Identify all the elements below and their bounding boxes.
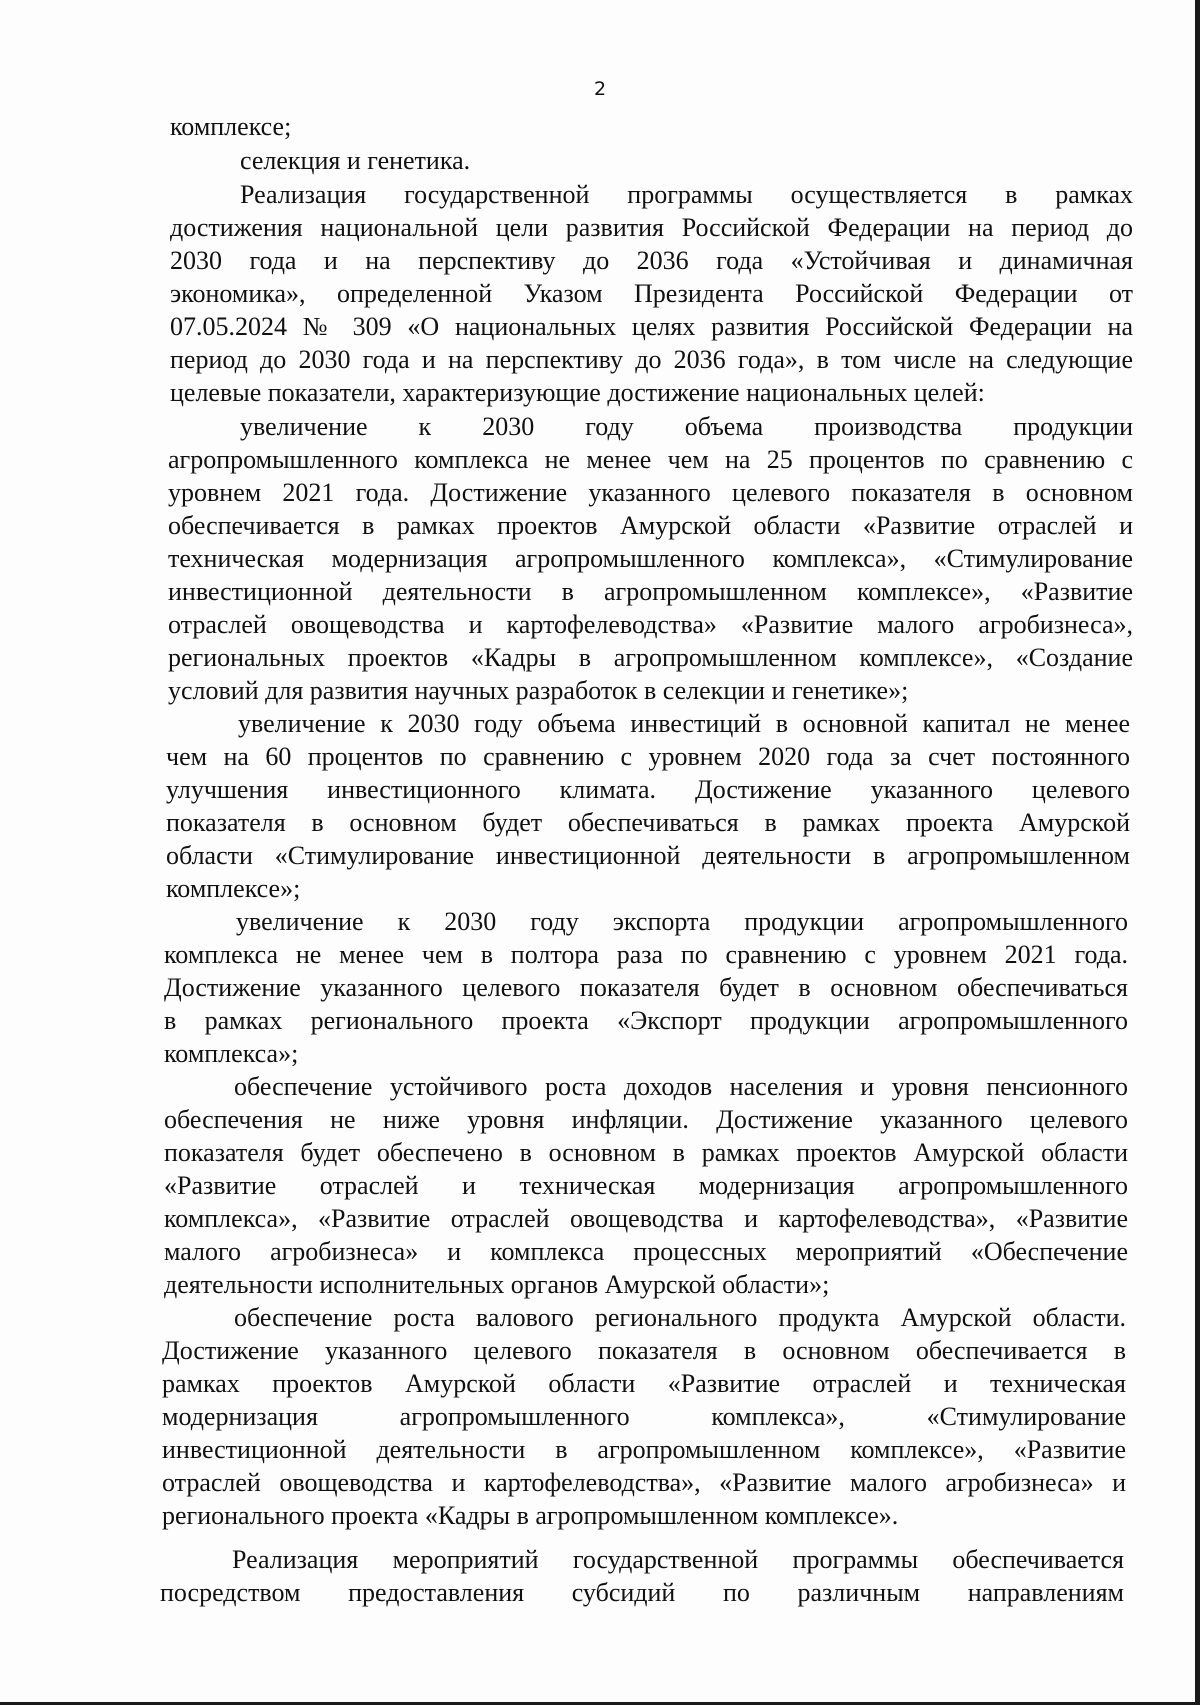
text-line: комплексе; [170,112,292,141]
text-line: комплекса не менее чем в полтора раза по сравнению с уровнем 2021 года. [164,940,1128,969]
text-line: улучшения инвестиционного климата. Достижение указанного целевого [166,775,1130,804]
text-line: Достижение указанного целевого показателя в основном обеспечивается в [162,1336,1126,1365]
scan-edge-right [1195,0,1200,1705]
text-line: региональных проектов «Кадры в агропромышленном комплексе», «Создание [168,643,1133,672]
text-line: показателя в основном будет обеспечиваться в рамках проекта Амурской [166,808,1130,837]
text-line: период до 2030 года и на перспективу до 2036 года», в том числе на следующие [170,345,1133,374]
text-line: увеличение к 2030 году объема инвестиций в основной капитал не менее [238,709,1130,738]
text-line: селекция и генетика. [240,146,471,175]
text-line: Реализация мероприятий государственной программы обеспечивается [232,1545,1124,1574]
text-line: регионального проекта «Кадры в агропромышленном комплексе». [162,1501,899,1530]
text-line: посредством предоставления субсидий по различным направлениям [160,1578,1124,1607]
text-line: отраслей овощеводства и картофелеводства» «Развитие малого агробизнеса», [168,610,1133,639]
text-line: уровнем 2021 года. Достижение указанного целевого показателя в основном [168,478,1133,507]
text-line: агропромышленного комплекса не менее чем на 25 процентов по сравнению с [168,445,1133,474]
text-line: деятельности исполнительных органов Амурской области»; [164,1270,830,1299]
text-line: инвестиционной деятельности в агропромышленном комплексе», «Развитие [168,577,1133,606]
text-line: техническая модернизация агропромышленного комплекса», «Стимулирование [168,544,1133,573]
page-number: 2 [593,78,607,100]
text-line: обеспечение роста валового регионального продукта Амурской области. [234,1303,1126,1332]
text-line: в рамках регионального проекта «Экспорт продукции агропромышленного [164,1006,1128,1035]
text-line: чем на 60 процентов по сравнению с уровнем 2020 года за счет постоянного [166,742,1130,771]
text-line: достижения национальной цели развития Российской Федерации на период до [170,213,1133,242]
text-line: обеспечивается в рамках проектов Амурской области «Развитие отраслей и [168,511,1133,540]
text-line: «Развитие отраслей и техническая модернизация агропромышленного [164,1171,1128,1200]
text-line: Достижение указанного целевого показателя будет в основном обеспечиваться [164,973,1128,1002]
text-line: отраслей овощеводства и картофелеводства», «Развитие малого агробизнеса» и [162,1468,1126,1497]
text-line: комплексе»; [166,874,301,903]
text-line: малого агробизнеса» и комплекса процессных мероприятий «Обеспечение [164,1237,1128,1266]
text-line: модернизация агропромышленного комплекса», «Стимулирование [162,1402,1126,1431]
text-line: увеличение к 2030 году экспорта продукции агропромышленного [236,907,1128,936]
text-line: 07.05.2024 № 309 «О национальных целях развития Российской Федерации на [170,312,1133,341]
text-line: области «Стимулирование инвестиционной деятельности в агропромышленном [166,841,1130,870]
text-line: увеличение к 2030 году объема производства продукции [240,412,1133,441]
text-line: Реализация государственной программы осуществляется в рамках [240,180,1133,209]
text-line: комплекса», «Развитие отраслей овощеводства и картофелеводства», «Развитие [164,1204,1128,1233]
text-line: комплекса»; [164,1039,299,1068]
text-line: условий для развития научных разработок в селекции и генетике»; [168,676,909,705]
text-line: 2030 года и на перспективу до 2036 года «Устойчивая и динамичная [170,246,1133,275]
text-line: экономика», определенной Указом Президента Российской Федерации от [170,279,1133,308]
text-line: обеспечение устойчивого роста доходов населения и уровня пенсионного [234,1072,1128,1101]
text-line: инвестиционной деятельности в агропромышленном комплексе», «Развитие [162,1435,1126,1464]
text-line: рамках проектов Амурской области «Развитие отраслей и техническая [162,1369,1126,1398]
text-line: обеспечения не ниже уровня инфляции. Достижение указанного целевого [164,1105,1128,1134]
text-line: показателя будет обеспечено в основном в рамках проектов Амурской области [164,1138,1128,1167]
text-line: целевые показатели, характеризующие достижение национальных целей: [170,378,985,407]
